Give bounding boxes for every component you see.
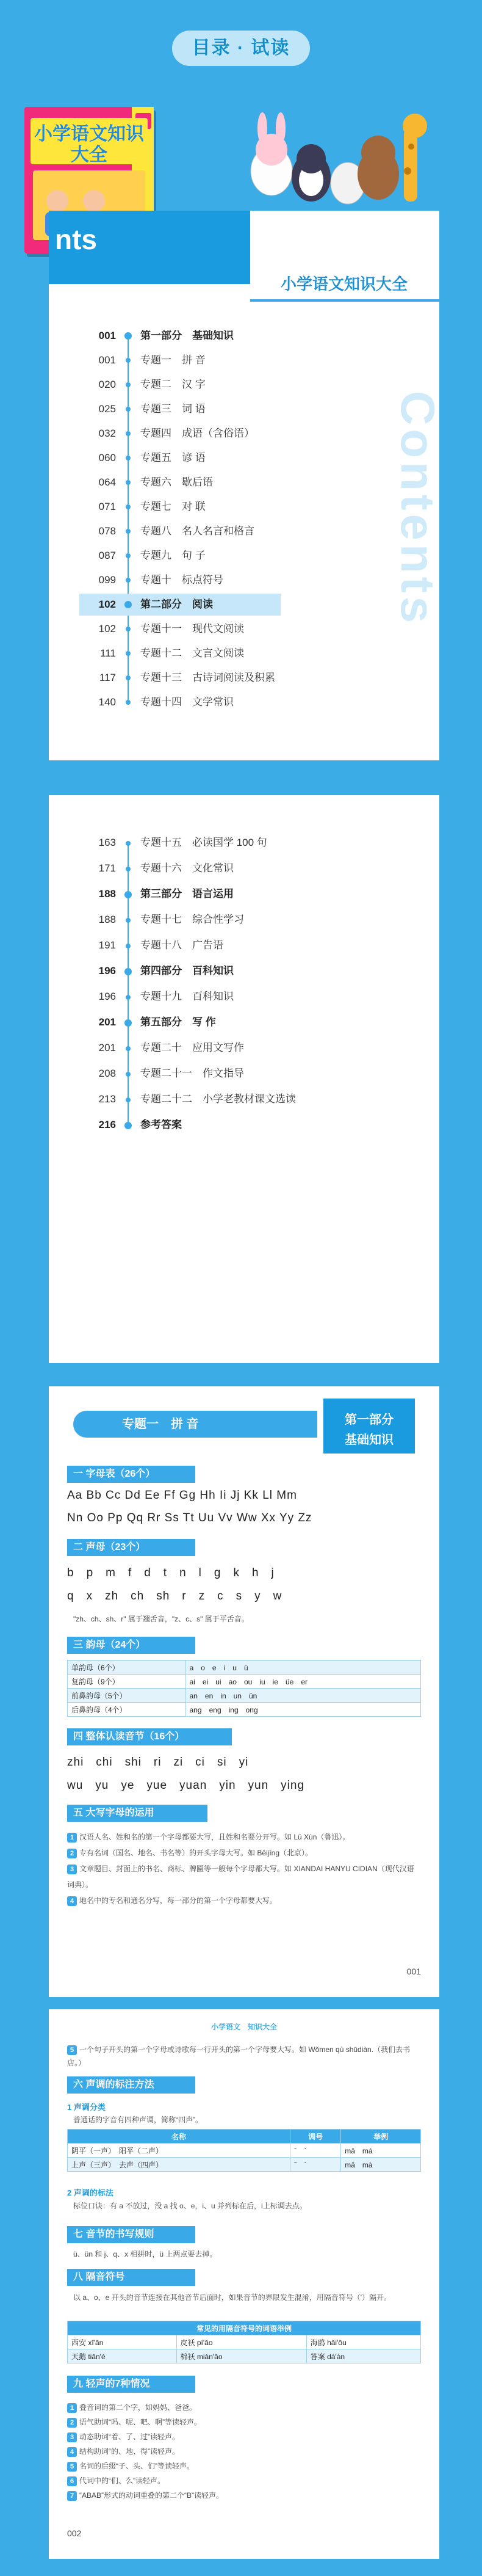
- part-sub: 基础知识: [345, 1433, 394, 1447]
- toc-page-number: 071: [98, 501, 116, 512]
- mark-title: 2 声调的标法: [67, 2188, 113, 2197]
- toc-page-number: 087: [98, 550, 116, 561]
- finals-items: a o e i u ü: [185, 1661, 420, 1675]
- toc-label: 第四部分 百科知识: [140, 965, 234, 977]
- timeline-dot: [126, 431, 131, 436]
- tones-head-row: 名称 调号 举例: [68, 2130, 421, 2144]
- alphabet-heading: 一 字母表（26个）: [67, 1466, 195, 1483]
- finals-items: ai ei ui ao ou iu ie üe er: [185, 1675, 420, 1689]
- topic-title: 专题一 拼 音: [122, 1417, 199, 1431]
- toc-label: 参考答案: [140, 1119, 182, 1130]
- syllable-heading: 七 音节的书写规则: [67, 2226, 195, 2243]
- toc-page-number: 064: [98, 476, 116, 488]
- toc-label: 专题二十 应用文写作: [140, 1042, 244, 1053]
- toc-page-number: 140: [98, 696, 116, 708]
- timeline-dot: [124, 1122, 132, 1129]
- toc-page-number: 191: [98, 939, 116, 951]
- timeline-dot: [126, 358, 131, 363]
- toc-page-number: 196: [98, 991, 116, 1002]
- neutral-tone-list: [67, 2400, 421, 2503]
- neutral-item: 6 代词中的“们、么”读轻声。: [67, 2473, 421, 2488]
- toc-label: 专题十八 广告语: [140, 939, 223, 951]
- split-head-row: 常见的用隔音符号的词语举例: [68, 2321, 421, 2335]
- book-title: 小学语文知识大全: [34, 124, 144, 165]
- tones-desc: 普通话的字音有四种声调，简称“四声”。: [73, 2116, 203, 2124]
- tones-sub: 1 声调分类: [67, 2103, 106, 2112]
- page-number: 001: [406, 1967, 421, 1976]
- toc-page-number: 117: [99, 672, 116, 683]
- timeline-dot: [126, 1097, 131, 1102]
- intro-text: 5 一个句子开头的第一个字母或诗歌每一行开头的第一个字母要大写。如 Wǒmen qù shūdiàn.（我们去书店。）: [67, 2045, 411, 2067]
- timeline-dot: [126, 382, 131, 387]
- toc-page-number: 111: [100, 647, 116, 659]
- toc-page-number: 032: [98, 428, 116, 439]
- toc-label: 专题七 对 联: [140, 501, 206, 512]
- timeline-dot: [126, 480, 131, 485]
- timeline-dot: [126, 700, 131, 705]
- timeline-dot: [126, 675, 131, 680]
- neutral-item: 7 “ABAB”形式的动词重叠的第二个“B”读轻声。: [67, 2488, 421, 2503]
- toc-page-number: 196: [98, 965, 116, 977]
- timeline-dot: [124, 332, 132, 340]
- finals-table: [67, 1660, 421, 1717]
- timeline-dot: [124, 891, 132, 898]
- initials-note: "zh、ch、sh、r" 属于翘舌音，"z、c、s" 属于平舌音。: [73, 1615, 249, 1623]
- timeline-dot: [126, 456, 131, 460]
- finals-items: an en in un ün: [185, 1689, 420, 1703]
- toc-label: 专题四 成语（含俗语）: [140, 428, 254, 439]
- finals-row: [68, 1661, 421, 1675]
- toc-page-number: 188: [98, 914, 116, 925]
- toc-page-number: 102: [98, 599, 116, 610]
- tones-row: 上声（三声） 去声（四声） ˇ ˋ mǎ mà: [68, 2158, 421, 2172]
- finals-row: [68, 1689, 421, 1703]
- neutral-item: 5 名词的后缀“子、头、们”等读轻声。: [67, 2459, 421, 2473]
- toc-page-number: 102: [98, 623, 116, 635]
- timeline-dot: [126, 553, 131, 558]
- toc-label: 专题十三 古诗词阅读及积累: [140, 672, 275, 683]
- toc-label: 专题二 汉 字: [140, 379, 206, 390]
- toc-label: 专题十九 百科知识: [140, 991, 234, 1002]
- toc-label: 专题五 谚 语: [140, 452, 206, 464]
- caps-list: [67, 1829, 421, 1908]
- toc-page-number: 171: [98, 862, 116, 874]
- timeline-dot: [124, 968, 132, 975]
- caps-item: 2 专有名词（国名、地名、书名等）的开头字母大写。如 Běijīng（北京）。: [67, 1845, 421, 1861]
- tones-row: 阴平（一声） 阳平（二声） ˉ ˊ mā má: [68, 2144, 421, 2158]
- toc-page-number: 060: [98, 452, 116, 464]
- toc-label: 专题十七 综合性学习: [140, 914, 244, 925]
- part-badge: [323, 1399, 415, 1454]
- toc-label: 专题十二 文言文阅读: [140, 647, 244, 659]
- topic-banner: [73, 1411, 317, 1438]
- toc-label: 第一部分 基础知识: [140, 330, 234, 341]
- toc-page-number: 163: [98, 837, 116, 848]
- finals-name: 复韵母（9个）: [68, 1675, 186, 1689]
- toc-page-number: 201: [98, 1016, 116, 1028]
- toc-page-number: 201: [98, 1042, 116, 1053]
- whole-row-2: wu yu ye yue yuan yin yun ying: [67, 1779, 305, 1792]
- initials-heading: 二 声母（23个）: [67, 1539, 195, 1556]
- toc-page-number: 213: [98, 1093, 116, 1105]
- part-label: 第一部分: [345, 1413, 394, 1427]
- split-row: 西安 xī'ān 皮袄 pí'ǎo 海鸥 hǎi'ōu: [68, 2335, 421, 2349]
- sample-page-2: [49, 2009, 439, 2559]
- toc-label: 专题六 歇后语: [140, 476, 213, 488]
- page-number: 002: [67, 2528, 82, 2538]
- contents-watermark: Contents: [391, 391, 445, 627]
- finals-row: [68, 1675, 421, 1689]
- toc-label: 第三部分 语言运用: [140, 888, 234, 900]
- neutral-tone-heading: 九 轻声的7种情况: [67, 2376, 195, 2393]
- timeline-dot: [126, 504, 131, 509]
- neutral-item: 1 叠音词的第二个字，如妈妈、爸爸。: [67, 2400, 421, 2415]
- toc-label: 专题二十二 小学老教材课文选读: [140, 1093, 296, 1105]
- toc-list-2: [79, 831, 421, 1148]
- sample-page-1: [49, 1386, 439, 1997]
- toy-characters-illustration: [238, 104, 439, 214]
- timeline-dot: [126, 1072, 131, 1077]
- timeline-dot: [126, 841, 131, 846]
- toc-label: 专题十四 文学常识: [140, 696, 234, 708]
- timeline-dot: [126, 627, 131, 631]
- finals-row: [68, 1703, 421, 1717]
- contents-tab: [49, 211, 250, 284]
- timeline-dot: [126, 407, 131, 412]
- toc-page-number: 020: [98, 379, 116, 390]
- toc-page-number: 216: [98, 1119, 116, 1130]
- toc-label: 第二部分 阅读: [140, 599, 213, 610]
- syllable-desc: ü、ün 和 j、q、x 相拼时，ü 上两点要去掉。: [73, 2250, 217, 2258]
- tones-table: [67, 2129, 421, 2172]
- timeline-dot: [124, 601, 132, 608]
- toc-page-number: 208: [98, 1068, 116, 1079]
- timeline-dot: [126, 529, 131, 534]
- finals-name: 单韵母（6个）: [68, 1661, 186, 1675]
- whole-syllable-heading: 四 整体认读音节（16个）: [67, 1728, 232, 1745]
- finals-heading: 三 韵母（24个）: [67, 1637, 195, 1654]
- toc-label: 专题二十一 作文指导: [140, 1068, 244, 1079]
- split-desc: 以 a、o、e 开头的音节连接在其他音节后面时，如果音节的界限发生混淆，用隔音符号（'）隔开。: [73, 2293, 391, 2302]
- timeline-dot: [126, 944, 131, 948]
- initials-row-1: b p m f d t n l g k h j: [67, 1566, 275, 1579]
- toc-label: 专题十五 必读国学 100 句: [140, 837, 267, 848]
- neutral-item: 3 动态助词“着、了、过”读轻声。: [67, 2429, 421, 2444]
- toc-page-number: 078: [98, 525, 116, 537]
- contents-tab-text: nts: [55, 224, 97, 255]
- initials-row-2: q x zh ch sh r z c s y w: [67, 1590, 282, 1603]
- caps-item: 3 文章题目、封面上的书名、商标、牌匾等一般每个字母都大写。如 XIANDAI HANYU CIDIAN（现代汉语词典）。: [67, 1865, 414, 1889]
- timeline-dot: [126, 1046, 131, 1051]
- neutral-item: 4 结构助词“的、地、得”读轻声。: [67, 2444, 421, 2459]
- toc-list-1: [79, 324, 421, 727]
- toc-page-number: 001: [98, 330, 116, 341]
- subtitle-underline: [250, 299, 439, 302]
- finals-name: 后鼻韵母（4个）: [68, 1703, 186, 1717]
- whole-row-1: zhi chi shi ri zi ci si yi: [67, 1756, 249, 1769]
- toc-label: 专题九 句 子: [140, 550, 206, 561]
- toc-label: 专题一 拼 音: [140, 354, 206, 366]
- mark-desc: 标位口诀：有 a 不放过，没 a 找 o、e，i、u 并列标在后，i上标调去点。: [73, 2202, 307, 2210]
- timeline-dot: [124, 1019, 132, 1027]
- toc-page-number: 188: [98, 888, 116, 900]
- book-subtitle: 小学语文知识大全: [281, 275, 408, 293]
- timeline-dot: [126, 578, 131, 583]
- timeline-dot: [126, 867, 131, 871]
- page-title: 目录 · 试读: [172, 31, 310, 66]
- toc-label: 专题三 词 语: [140, 403, 206, 415]
- finals-name: 前鼻韵母（5个）: [68, 1689, 186, 1703]
- alphabet-row-1: Aa Bb Cc Dd Ee Ff Gg Hh Ii Jj Kk Ll Mm: [67, 1489, 297, 1502]
- toc-page-number: 099: [98, 574, 116, 586]
- toc-label: 第五部分 写 作: [140, 1016, 216, 1028]
- toc-page-number: 001: [98, 354, 116, 366]
- page-header: 小学语文 知识大全: [210, 2023, 277, 2031]
- caps-item: 1 汉语人名、姓和名的第一个字母都要大写，且姓和名要分开写。如 Lǔ Xùn（鲁迅）。: [67, 1829, 421, 1845]
- toc-label: 专题十一 现代文阅读: [140, 623, 244, 635]
- alphabet-row-2: Nn Oo Pp Qq Rr Ss Tt Uu Vv Ww Xx Yy Zz: [67, 1512, 312, 1524]
- timeline-dot: [126, 918, 131, 923]
- tones-heading: 六 声调的标注方法: [67, 2076, 195, 2094]
- split-table: [67, 2321, 421, 2363]
- split-heading: 八 隔音符号: [67, 2269, 195, 2286]
- timeline-dot: [126, 651, 131, 656]
- finals-items: ang eng ing ong: [185, 1703, 420, 1717]
- caps-heading: 五 大写字母的运用: [67, 1805, 207, 1822]
- toc-label: 专题八 名人名言和格言: [140, 525, 254, 537]
- caps-item: 4 地名中的专名和通名分写，每一部分的第一个字母都要大写。: [67, 1893, 421, 1908]
- toc-page-number: 025: [98, 403, 116, 415]
- toc-label: 专题十六 文化常识: [140, 862, 234, 874]
- toc-label: 专题十 标点符号: [140, 574, 223, 586]
- split-row: 天鹅 tiān'é 棉袄 mián'ǎo 答案 dá'àn: [68, 2349, 421, 2363]
- timeline-dot: [126, 995, 131, 1000]
- neutral-item: 2 语气助词“吗、呢、吧、啊”等读轻声。: [67, 2415, 421, 2429]
